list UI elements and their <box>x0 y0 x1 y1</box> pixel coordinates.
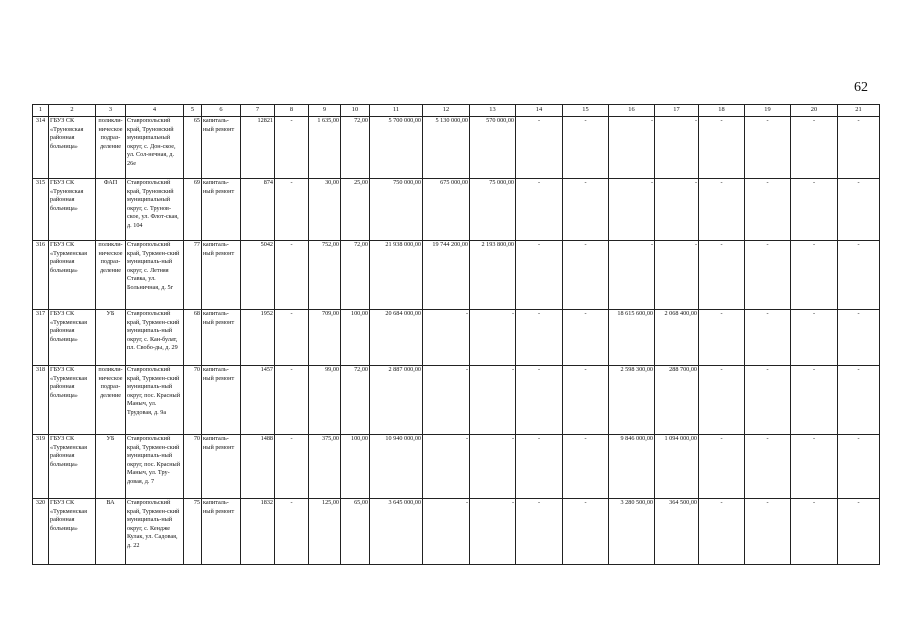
organization-name: ГБУЗ СК «Туркменская районная больница» <box>49 310 96 366</box>
column-12-value: 19 744 200,00 <box>423 241 470 310</box>
row-number: 314 <box>33 117 49 179</box>
column-17-value: - <box>655 241 699 310</box>
organization-name: ГБУЗ СК «Туркменская районная больница» <box>49 366 96 435</box>
column-8-value: - <box>275 241 309 310</box>
column-13-value: 570 000,00 <box>470 117 516 179</box>
column-16-value: - <box>609 241 655 310</box>
column-7-value: 5042 <box>241 241 275 310</box>
column-21-value: - <box>838 366 880 435</box>
column-9-value: 375,00 <box>309 435 341 499</box>
facility-address: Ставропольский край, Труновский муниципальный округ, с. Дон-ское, ул. Сол-нечная, д. 26е <box>126 117 184 179</box>
column-9-value: 125,00 <box>309 499 341 565</box>
column-header-2: 2 <box>49 105 96 117</box>
column-17-value: - <box>655 179 699 241</box>
column-header-16: 16 <box>609 105 655 117</box>
column-8-value: - <box>275 179 309 241</box>
work-type: капиталь-ный ремонт <box>202 435 241 499</box>
column-20-value: - <box>791 310 838 366</box>
facility-address: Ставропольский край, Труновский муниципальный округ, с. Трунов-ское, ул. Флот-ская, д. 104 <box>126 179 184 241</box>
table-row <box>33 179 880 241</box>
column-10-value: 72,00 <box>341 241 370 310</box>
column-19-value: - <box>745 499 791 565</box>
table-row <box>33 435 880 499</box>
column-17-value: 1 094 000,00 <box>655 435 699 499</box>
column-16-value: - <box>609 179 655 241</box>
organization-name: ГБУЗ СК «Туркменская районная больница» <box>49 499 96 565</box>
column-5-value: 75 <box>184 499 202 565</box>
column-17-value: - <box>655 117 699 179</box>
column-12-value: - <box>423 310 470 366</box>
column-13-value: 2 193 800,00 <box>470 241 516 310</box>
column-18-value: - <box>699 241 745 310</box>
header-row <box>33 105 880 117</box>
table-row <box>33 366 880 435</box>
column-13-value: - <box>470 435 516 499</box>
column-header-10: 10 <box>341 105 370 117</box>
facility-address: Ставропольский край, Туркмен-ский муниципаль-ный округ, пос. Красный Маныч, ул. Трудовая, д. 9а <box>126 366 184 435</box>
column-header-5: 5 <box>184 105 202 117</box>
column-8-value: - <box>275 435 309 499</box>
column-8-value: - <box>275 366 309 435</box>
column-14-value: - <box>516 310 563 366</box>
column-9-value: 99,00 <box>309 366 341 435</box>
column-16-value: - <box>609 117 655 179</box>
column-19-value: - <box>745 366 791 435</box>
column-header-17: 17 <box>655 105 699 117</box>
column-5-value: 69 <box>184 179 202 241</box>
column-15-value: - <box>563 310 609 366</box>
column-19-value: - <box>745 117 791 179</box>
column-15-value: - <box>563 241 609 310</box>
column-21-value: - <box>838 117 880 179</box>
work-type: капиталь-ный ремонт <box>202 179 241 241</box>
row-number: 319 <box>33 435 49 499</box>
column-11-value: 750 000,00 <box>370 179 423 241</box>
column-12-value: 5 130 000,00 <box>423 117 470 179</box>
row-number: 317 <box>33 310 49 366</box>
column-19-value: - <box>745 310 791 366</box>
row-number: 315 <box>33 179 49 241</box>
column-9-value: 1 635,00 <box>309 117 341 179</box>
column-17-value: 364 500,00 <box>655 499 699 565</box>
column-header-4: 4 <box>126 105 184 117</box>
column-8-value: - <box>275 117 309 179</box>
column-14-value: - <box>516 499 563 565</box>
facility-type: поликли-ническое подраз-деление <box>96 117 126 179</box>
column-18-value: - <box>699 310 745 366</box>
column-15-value: - <box>563 499 609 565</box>
column-19-value: - <box>745 435 791 499</box>
work-type: капиталь-ный ремонт <box>202 310 241 366</box>
column-20-value: - <box>791 435 838 499</box>
column-7-value: 12821 <box>241 117 275 179</box>
column-14-value: - <box>516 366 563 435</box>
column-18-value: - <box>699 366 745 435</box>
column-20-value: - <box>791 179 838 241</box>
column-8-value: - <box>275 310 309 366</box>
column-16-value: 3 280 500,00 <box>609 499 655 565</box>
column-header-8: 8 <box>275 105 309 117</box>
column-16-value: 9 846 000,00 <box>609 435 655 499</box>
column-5-value: 68 <box>184 310 202 366</box>
column-20-value: - <box>791 117 838 179</box>
column-18-value: - <box>699 179 745 241</box>
column-header-13: 13 <box>470 105 516 117</box>
facility-type: УБ <box>96 435 126 499</box>
row-number: 316 <box>33 241 49 310</box>
column-21-value: - <box>838 241 880 310</box>
column-5-value: 65 <box>184 117 202 179</box>
column-7-value: 1457 <box>241 366 275 435</box>
column-19-value: - <box>745 241 791 310</box>
capital-repair-table <box>32 104 880 565</box>
column-header-3: 3 <box>96 105 126 117</box>
column-18-value: - <box>699 499 745 565</box>
column-header-11: 11 <box>370 105 423 117</box>
page-number: 62 <box>854 80 868 95</box>
column-header-15: 15 <box>563 105 609 117</box>
column-11-value: 2 887 000,00 <box>370 366 423 435</box>
column-11-value: 10 940 000,00 <box>370 435 423 499</box>
column-15-value: - <box>563 366 609 435</box>
column-8-value: - <box>275 499 309 565</box>
work-type: капиталь-ный ремонт <box>202 117 241 179</box>
column-13-value: - <box>470 310 516 366</box>
column-header-14: 14 <box>516 105 563 117</box>
column-13-value: 75 000,00 <box>470 179 516 241</box>
column-16-value: 2 598 300,00 <box>609 366 655 435</box>
column-21-value: - <box>838 310 880 366</box>
organization-name: ГБУЗ СК «Туркменская районная больница» <box>49 241 96 310</box>
facility-type: ВА <box>96 499 126 565</box>
column-10-value: 65,00 <box>341 499 370 565</box>
column-header-20: 20 <box>791 105 838 117</box>
facility-address: Ставропольский край, Туркмен-ский муниципаль-ный округ, с. Кендже Кулак, ул. Садовая, д. 22 <box>126 499 184 565</box>
column-17-value: 288 700,00 <box>655 366 699 435</box>
row-number: 320 <box>33 499 49 565</box>
table-row <box>33 117 880 179</box>
column-7-value: 874 <box>241 179 275 241</box>
column-5-value: 77 <box>184 241 202 310</box>
column-14-value: - <box>516 241 563 310</box>
column-header-21: 21 <box>838 105 880 117</box>
facility-address: Ставропольский край, Туркмен-ский муниципаль-ный округ, пос. Красный Маныч, ул. Тру-довая, д. 7 <box>126 435 184 499</box>
column-12-value: - <box>423 499 470 565</box>
column-5-value: 70 <box>184 366 202 435</box>
column-7-value: 1488 <box>241 435 275 499</box>
column-11-value: 20 684 000,00 <box>370 310 423 366</box>
organization-name: ГБУЗ СК «Труновская районная больница» <box>49 117 96 179</box>
work-type: капиталь-ный ремонт <box>202 366 241 435</box>
column-18-value: - <box>699 117 745 179</box>
column-15-value: - <box>563 117 609 179</box>
column-13-value: - <box>470 366 516 435</box>
column-9-value: 709,00 <box>309 310 341 366</box>
column-10-value: 72,00 <box>341 117 370 179</box>
column-20-value: - <box>791 241 838 310</box>
facility-type: ФАП <box>96 179 126 241</box>
column-18-value: - <box>699 435 745 499</box>
facility-type: поликли-ническое подраз-деление <box>96 241 126 310</box>
column-header-19: 19 <box>745 105 791 117</box>
column-5-value: 70 <box>184 435 202 499</box>
column-10-value: 72,00 <box>341 366 370 435</box>
column-header-12: 12 <box>423 105 470 117</box>
facility-address: Ставропольский край, Туркмен-ский муниципаль-ный округ, с. Летняя Ставка, ул. Больничная, д. 5г <box>126 241 184 310</box>
facility-type: поликли-ническое подраз-деление <box>96 366 126 435</box>
column-21-value: - <box>838 435 880 499</box>
column-header-18: 18 <box>699 105 745 117</box>
column-14-value: - <box>516 435 563 499</box>
column-12-value: 675 000,00 <box>423 179 470 241</box>
column-7-value: 1832 <box>241 499 275 565</box>
table-row <box>33 241 880 310</box>
column-13-value: - <box>470 499 516 565</box>
column-10-value: 100,00 <box>341 310 370 366</box>
column-16-value: 18 615 600,00 <box>609 310 655 366</box>
organization-name: ГБУЗ СК «Труновская районная больница» <box>49 179 96 241</box>
column-7-value: 1952 <box>241 310 275 366</box>
table-body <box>33 117 880 565</box>
column-14-value: - <box>516 179 563 241</box>
column-9-value: 30,00 <box>309 179 341 241</box>
column-15-value: - <box>563 435 609 499</box>
column-21-value: - <box>838 499 880 565</box>
column-9-value: 752,00 <box>309 241 341 310</box>
facility-type: УБ <box>96 310 126 366</box>
column-17-value: 2 068 400,00 <box>655 310 699 366</box>
table-row <box>33 310 880 366</box>
work-type: капиталь-ный ремонт <box>202 241 241 310</box>
organization-name: ГБУЗ СК «Туркменская районная больница» <box>49 435 96 499</box>
table-row <box>33 499 880 565</box>
column-header-1: 1 <box>33 105 49 117</box>
column-11-value: 3 645 000,00 <box>370 499 423 565</box>
column-12-value: - <box>423 366 470 435</box>
facility-address: Ставропольский край, Туркмен-ский муниципаль-ный округ, с. Кан-булат, пл. Свобо-ды, д. 29 <box>126 310 184 366</box>
column-11-value: 21 938 000,00 <box>370 241 423 310</box>
column-11-value: 5 700 000,00 <box>370 117 423 179</box>
column-20-value: - <box>791 499 838 565</box>
column-15-value: - <box>563 179 609 241</box>
column-header-6: 6 <box>202 105 241 117</box>
column-14-value: - <box>516 117 563 179</box>
row-number: 318 <box>33 366 49 435</box>
column-12-value: - <box>423 435 470 499</box>
column-header-7: 7 <box>241 105 275 117</box>
column-21-value: - <box>838 179 880 241</box>
column-10-value: 25,00 <box>341 179 370 241</box>
column-20-value: - <box>791 366 838 435</box>
work-type: капиталь-ный ремонт <box>202 499 241 565</box>
column-header-9: 9 <box>309 105 341 117</box>
column-10-value: 100,00 <box>341 435 370 499</box>
column-19-value: - <box>745 179 791 241</box>
